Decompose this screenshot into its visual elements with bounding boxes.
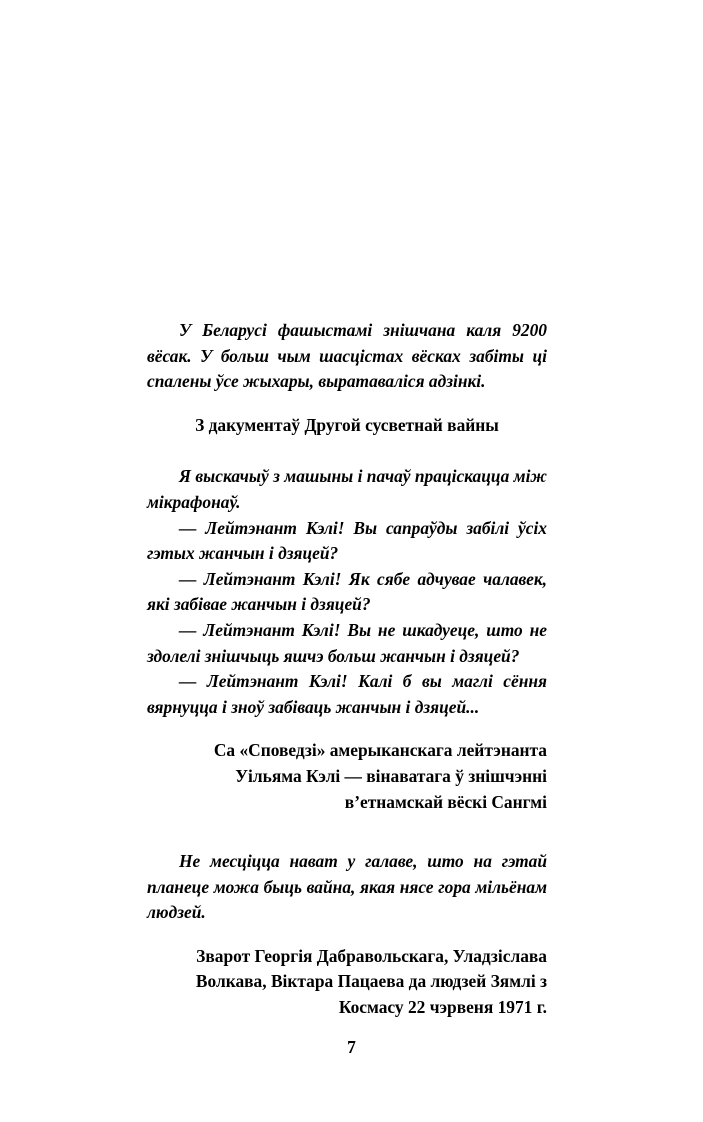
page-number: 7 — [347, 1037, 356, 1057]
epigraph-2-paragraph-3: — Лейтэнант Кэлі! Як сябе адчувае чалавек, які забівае жанчын і дзяцей? — [147, 568, 547, 615]
epigraph-3-paragraph-1: Не месціцца нават у галаве, што на гэтай планеце можа быць вайна, якая нясе гора мільёнам людзей. — [147, 851, 547, 923]
epigraph-1 — [147, 318, 547, 438]
epigraph-3-attribution: Зварот Георгія Дабравольскага, Уладзіслава Волкава, Віктара Пацаева да людзей Зямлі з Космасу 22 чэрвеня 1971 г. — [195, 945, 547, 1018]
epigraph-1-paragraph-1: У Беларусі фашыстамі знішчана каля 9200 вёсак. У больш чым шасцістах вёсках забіты ці спалены ўсе жыхары, выратаваліся адзінкі. — [147, 320, 547, 392]
epigraph-2-paragraph-5: — Лейтэнант Кэлі! Калі б вы маглі сёння вярнуцца і зноў забіваць жанчын і дзяцей... — [147, 671, 547, 717]
spacer — [147, 395, 547, 413]
epigraph-2-paragraph-2: — Лейтэнант Кэлі! Вы сапраўды забілі ўсіх гэтых жанчын і дзяцей? — [147, 517, 547, 564]
spacer — [147, 926, 547, 944]
epigraph-2-paragraph-1: Я выскачыў з машыны і пачаў праціскацца між мікрафонаў. — [147, 466, 547, 512]
page-text-column — [147, 318, 547, 1021]
epigraph-3 — [147, 849, 547, 1021]
epigraph-2-paragraph-4: — Лейтэнант Кэлі! Вы не шкадуеце, што не здолелі знішчыць яшчэ больш жанчын і дзяцей? — [147, 619, 547, 666]
epigraph-2 — [147, 464, 547, 815]
epigraph-1-attribution: З дакументаў Другой сусветнай вайны — [195, 414, 499, 435]
spacer — [147, 720, 547, 738]
spacer — [147, 438, 547, 464]
spacer — [147, 815, 547, 849]
epigraph-2-attribution: Са «Споведзі» амерыканскага лейтэнанта Уільяма Кэлі — вінаватага ў знішчэнні в’етнамскай вёскі Сангмі — [213, 740, 547, 812]
